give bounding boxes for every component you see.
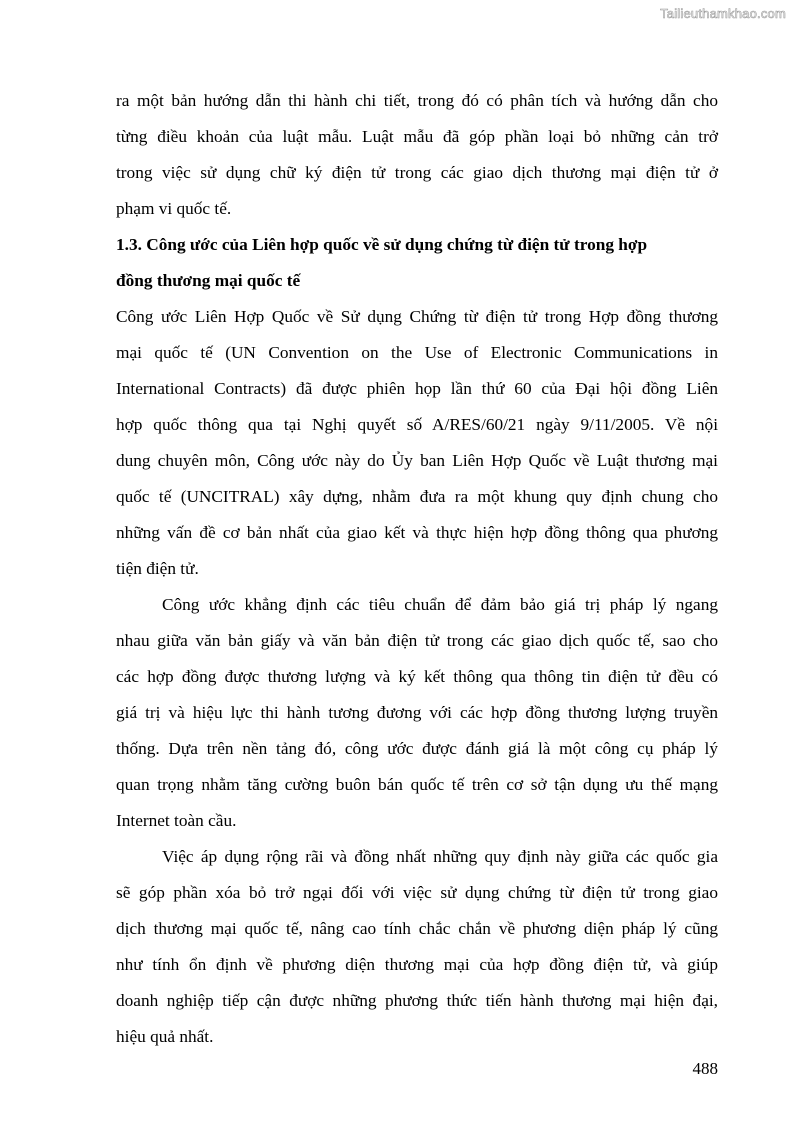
text-line: dung chuyên môn, Công ước này do Ủy ban Liên Hợp Quốc về Luật thương mại xyxy=(116,451,718,470)
text-line: ra một bản hướng dẫn thi hành chi tiết, trong đó có phân tích và hướng dẫn cho xyxy=(116,91,718,110)
text-line: từng điều khoản của luật mẫu. Luật mẫu đã góp phần loại bỏ những cản trở xyxy=(116,127,718,146)
watermark: Tailieuthamkhao.com xyxy=(660,6,786,21)
text-line: doanh nghiệp tiếp cận được những phương thức tiến hành thương mại hiện đại, xyxy=(116,991,718,1010)
text-line: tiện điện tử. xyxy=(116,559,199,578)
heading-line: 1.3. Công ước của Liên hợp quốc về sử dụng chứng từ điện tử trong hợp xyxy=(116,235,648,254)
paragraph-convention-overview xyxy=(116,299,718,587)
text-line: những vấn đề cơ bản nhất của giao kết và thực hiện hợp đồng thông qua phương xyxy=(116,523,718,542)
text-line: giá trị và hiệu lực thi hành tương đương với các hợp đồng thương lượng truyền xyxy=(116,703,718,722)
text-line: quốc tế (UNCITRAL) xây dựng, nhằm đưa ra một khung quy định chung cho xyxy=(116,487,718,506)
document-page xyxy=(116,83,718,1055)
text-line: quan trọng nhằm tăng cường buôn bán quốc tế trên cơ sở tận dụng ưu thế mạng xyxy=(116,775,718,794)
paragraph-intro-continuation xyxy=(116,83,718,227)
text-line: International Contracts) đã được phiên họp lần thứ 60 của Đại hội đồng Liên xyxy=(116,379,718,398)
paragraph-benefits xyxy=(116,839,718,1055)
text-line: dịch thương mại quốc tế, nâng cao tính chắc chắn về phương diện pháp lý cũng xyxy=(116,919,718,938)
text-line: sẽ góp phần xóa bỏ trở ngại đối với việc sử dụng chứng từ điện tử trong giao xyxy=(116,883,718,902)
text-line: nhau giữa văn bản giấy và văn bản điện tử trong các giao dịch quốc tế, sao cho xyxy=(116,631,718,650)
text-line: phạm vi quốc tế. xyxy=(116,199,232,218)
text-line: Công ước khẳng định các tiêu chuẩn để đảm bảo giá trị pháp lý ngang xyxy=(162,595,718,614)
section-heading xyxy=(116,227,718,299)
text-line: mại quốc tế (UN Convention on the Use of Electronic Communications in xyxy=(116,343,718,362)
text-line: Công ước Liên Hợp Quốc về Sử dụng Chứng từ điện tử trong Hợp đồng thương xyxy=(116,307,718,326)
text-line: Internet toàn cầu. xyxy=(116,811,237,830)
text-line: các hợp đồng được thương lượng và ký kết thông qua thông tin điện tử đều có xyxy=(116,667,718,686)
text-line: hiệu quả nhất. xyxy=(116,1027,214,1046)
page-number: 488 xyxy=(692,1059,718,1078)
text-line: như tính ổn định về phương diện thương mại của hợp đồng điện tử, và giúp xyxy=(116,955,718,974)
text-line: hợp quốc thông qua tại Nghị quyết số A/RES/60/21 ngày 9/11/2005. Về nội xyxy=(116,415,718,434)
text-line: Việc áp dụng rộng rãi và đồng nhất những quy định này giữa các quốc gia xyxy=(162,847,718,866)
paragraph-legal-equivalence xyxy=(116,587,718,839)
text-line: thống. Dựa trên nền tảng đó, công ước được đánh giá là một công cụ pháp lý xyxy=(116,739,718,758)
heading-line: đồng thương mại quốc tế xyxy=(116,271,301,290)
text-line: trong việc sử dụng chữ ký điện tử trong các giao dịch thương mại điện tử ở xyxy=(116,163,718,182)
